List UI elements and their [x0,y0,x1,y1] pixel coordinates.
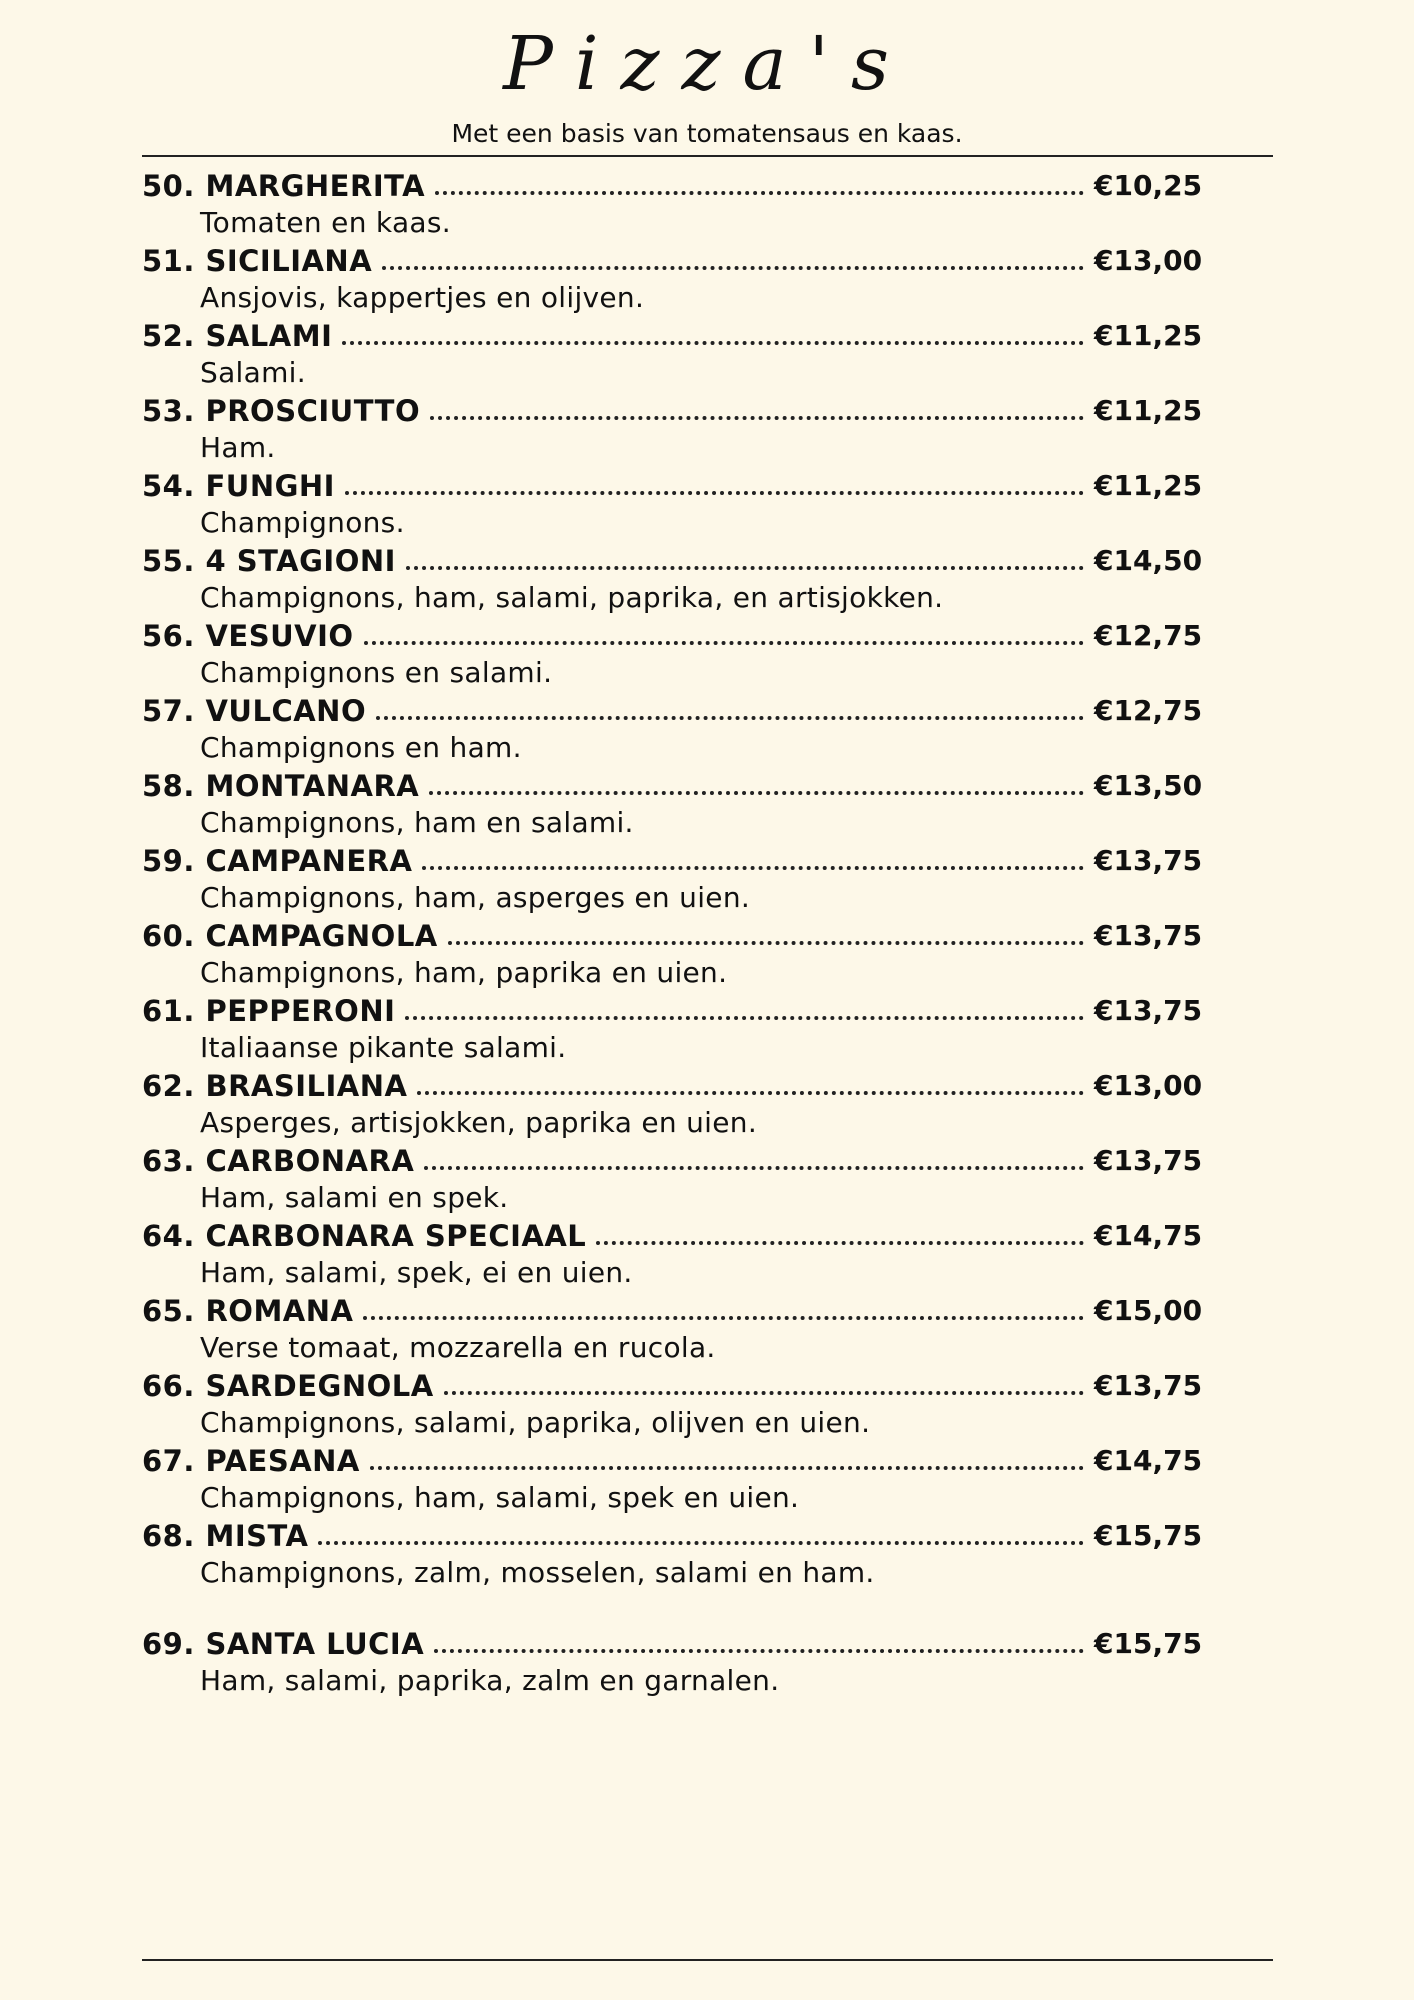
item-name: 62. BRASILIANA [142,1069,408,1103]
item-price: €13,00 [1094,1069,1203,1102]
item-name: 56. VESUVIO [142,619,354,653]
item-price: €13,75 [1094,919,1203,952]
item-description: Champignons. [200,506,405,539]
item-name: 60. CAMPAGNOLA [142,919,438,953]
dot-leader [342,341,1084,345]
item-description: Ham, salami, paprika, zalm en garnalen. [200,1664,780,1697]
item-name: 51. SICILIANA [142,244,373,278]
dot-leader [435,191,1084,195]
item-price: €13,75 [1094,994,1203,1027]
item-name: 58. MONTANARA [142,769,420,803]
item-name: 50. MARGHERITA [142,169,426,203]
dot-leader [444,1391,1084,1395]
item-description: Champignons, zalm, mosselen, salami en ham. [200,1556,875,1589]
dot-leader [424,1166,1084,1170]
dot-leader [345,491,1084,495]
item-description: Champignons, salami, paprika, olijven en uien. [200,1406,871,1439]
item-price: €13,50 [1094,769,1203,802]
page-subtitle: Met een basis van tomatensaus en kaas. [451,119,963,148]
dot-leader [376,716,1084,720]
item-price: €10,25 [1094,169,1203,202]
item-price: €13,75 [1094,844,1203,877]
item-price: €15,00 [1094,1294,1203,1327]
item-description: Verse tomaat, mozzarella en rucola. [200,1331,716,1364]
dot-leader [434,1649,1084,1653]
item-description: Italiaanse pikante salami. [200,1031,567,1064]
item-price: €13,75 [1094,1369,1203,1402]
item-price: €14,75 [1094,1219,1203,1252]
item-price: €12,75 [1094,694,1203,727]
item-description: Ansjovis, kappertjes en olijven. [200,281,645,314]
item-name: 68. MISTA [142,1519,309,1553]
dot-leader [405,1016,1084,1020]
dot-leader [370,1466,1084,1470]
dot-leader [429,791,1084,795]
page-title: Pizza's [503,21,911,107]
item-name: 54. FUNGHI [142,469,335,503]
item-price: €15,75 [1094,1627,1203,1660]
item-name: 55. 4 STAGIONI [142,544,396,578]
item-description: Ham, salami en spek. [200,1181,509,1214]
item-name: 67. PAESANA [142,1444,360,1478]
item-name: 59. CAMPANERA [142,844,413,878]
dot-leader [363,1316,1084,1320]
item-price: €11,25 [1094,469,1203,502]
item-description: Champignons, ham, salami, paprika, en artisjokken. [200,581,944,614]
item-description: Champignons, ham, asperges en uien. [200,881,751,914]
top-divider [142,155,1273,157]
item-name: 69. SANTA LUCIA [142,1627,425,1661]
item-name: 57. VULCANO [142,694,367,728]
item-description: Tomaten en kaas. [200,206,451,239]
item-price: €11,25 [1094,319,1203,352]
item-name: 65. ROMANA [142,1294,354,1328]
item-name: 61. PEPPERONI [142,994,396,1028]
dot-leader [430,416,1084,420]
item-price: €13,75 [1094,1144,1203,1177]
item-price: €14,75 [1094,1444,1203,1477]
item-price: €13,00 [1094,244,1203,277]
item-name: 52. SALAMI [142,319,333,353]
dot-leader [422,866,1084,870]
item-description: Champignons en ham. [200,731,522,764]
item-description: Champignons en salami. [200,656,553,689]
item-price: €15,75 [1094,1519,1203,1552]
dot-leader [382,266,1084,270]
item-price: €14,50 [1094,544,1203,577]
dot-leader [406,566,1084,570]
item-description: Champignons, ham, paprika en uien. [200,956,728,989]
item-description: Salami. [200,356,306,389]
item-description: Champignons, ham en salami. [200,806,634,839]
item-name: 63. CARBONARA [142,1144,415,1178]
dot-leader [448,941,1084,945]
item-description: Ham, salami, spek, ei en uien. [200,1256,633,1289]
dot-leader [596,1241,1084,1245]
item-name: 66. SARDEGNOLA [142,1369,434,1403]
dot-leader [318,1541,1084,1545]
item-price: €11,25 [1094,394,1203,427]
bottom-divider [142,1959,1273,1961]
item-price: €12,75 [1094,619,1203,652]
item-description: Asperges, artisjokken, paprika en uien. [200,1106,758,1139]
item-description: Ham. [200,431,276,464]
item-name: 53. PROSCIUTTO [142,394,421,428]
dot-leader [417,1091,1084,1095]
dot-leader [364,641,1084,645]
item-description: Champignons, ham, salami, spek en uien. [200,1481,800,1514]
item-name: 64. CARBONARA SPECIAAL [142,1219,587,1253]
